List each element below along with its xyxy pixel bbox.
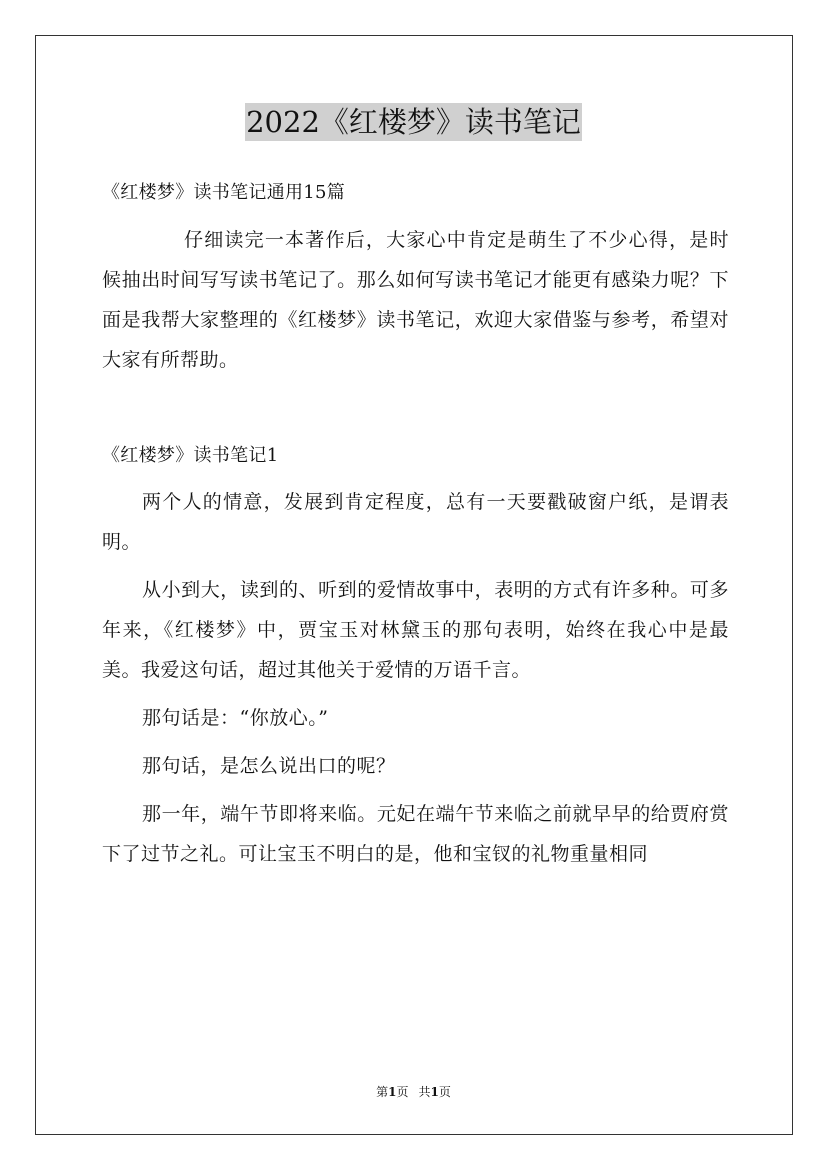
page-number: 1 [388, 1085, 397, 1099]
body-paragraph: 从小到大，读到的、听到的爱情故事中，表明的方式有许多种。可多年来，《红楼梦》中，贾宝玉对林黛玉的那句表明，始终在我心中是最美。我爱这句话，超过其他关于爱情的万语千言。 [102, 579, 729, 681]
page-prefix: 第 [376, 1085, 389, 1099]
intro-paragraph: 仔细读完一本著作后，大家心中肯定是萌生了不少心得，是时候抽出时间写写读书笔记了。那么如何写读书笔记才能更有感染力呢？下面是我帮大家整理的《红楼梦》读书笔记，欢迎大家借鉴与参考，希望对大家有所帮助。 [102, 229, 729, 371]
page-footer [0, 1083, 827, 1101]
body-paragraph: 两个人的情意，发展到肯定程度，总有一天要戳破窗户纸，是谓表明。 [102, 491, 729, 553]
document-title: 2022《红楼梦》读书笔记 [246, 105, 581, 139]
total-prefix: 共 [418, 1085, 431, 1099]
title-container [0, 103, 827, 141]
body-paragraph: 那句话，是怎么说出口的呢？ [142, 755, 396, 777]
body-paragraph: 那句话是：“你放心。” [142, 707, 329, 729]
body-paragraph: 那一年，端午节即将来临。元妃在端午节来临之前就早早的给贾府赏下了过节之礼。可让宝玉不明白的是，他和宝钗的礼物重量相同 [102, 803, 729, 865]
document-subtitle: 《红楼梦》读书笔记通用15篇 [102, 182, 346, 203]
page-suffix: 页 [396, 1085, 409, 1099]
total-pages: 1 [430, 1085, 439, 1099]
document-body [102, 175, 729, 882]
total-suffix: 页 [438, 1085, 451, 1099]
section-heading: 《红楼梦》读书笔记1 [102, 445, 279, 466]
